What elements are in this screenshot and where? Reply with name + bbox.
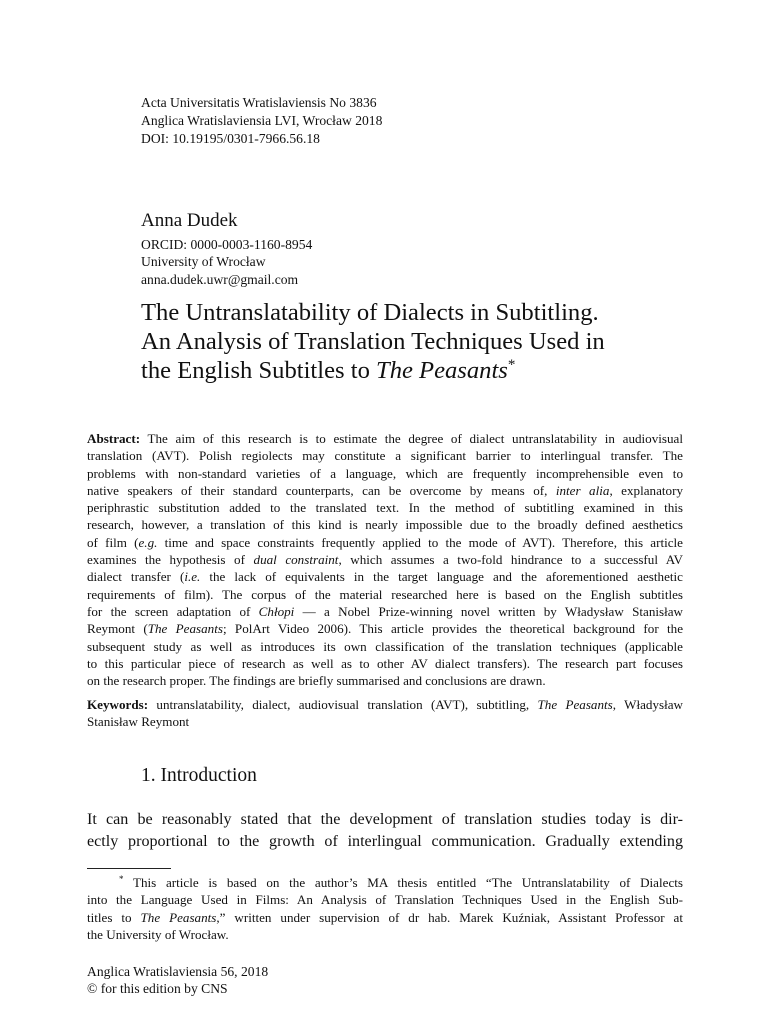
- keywords-line: [87, 696, 683, 713]
- journal-header: [141, 94, 382, 148]
- abstract-line: on the research proper. The findings are briefly summarised and conclusions are drawn.: [87, 673, 546, 689]
- body-line: ectly proportional to the growth of interlingual communication. Gradually extending: [87, 833, 683, 850]
- body-line: It can be reasonably stated that the development of translation studies today is dir-: [87, 811, 683, 828]
- abstract-line: [87, 620, 683, 637]
- footer-copyright: © for this edition by CNS: [87, 981, 228, 997]
- abstract-text: Reymont (: [87, 621, 148, 637]
- title-italic: The Peasants: [376, 357, 508, 384]
- title-line-2: An Analysis of Translation Techniques Used in: [141, 328, 605, 355]
- abstract-line: research, however, a translation of this kind is nearly impossible due to the broadly defined aesthetics: [87, 517, 683, 533]
- section-heading: 1. Introduction: [141, 765, 257, 786]
- journal-volume: Anglica Wratislaviensia LVI, Wrocław 2018: [141, 113, 383, 128]
- abstract-text: native speakers of their standard counterparts, can be overcome by means of,: [87, 482, 556, 498]
- footnote-line: the University of Wrocław.: [87, 926, 229, 942]
- abstract-italic: e.g.: [138, 534, 158, 550]
- abstract-line: periphrastic substitution added to the translated text. In the method of subtitling examined in this: [87, 500, 683, 516]
- title-line-1: The Untranslatability of Dialects in Subtitling.: [141, 299, 599, 326]
- author-name: Anna Dudek: [141, 210, 238, 231]
- footnote-italic: The Peasants: [140, 909, 217, 925]
- abstract-line: problems with non-standard varieties of a language, which are frequently incomprehensible even to: [87, 465, 683, 481]
- footnote-line: into the Language Used in Films: An Analysis of Translation Techniques Used in the English Sub-: [87, 892, 683, 908]
- abstract-text: time and space constraints frequently applied to the mode of AVT). Therefore, this article: [157, 534, 683, 550]
- footnote-text: titles to: [87, 909, 141, 925]
- title-footnote-mark: *: [507, 357, 516, 373]
- abstract-italic: i.e.: [184, 569, 201, 585]
- keywords-line: Stanisław Reymont: [87, 714, 190, 730]
- doi: DOI: 10.19195/0301-7966.56.18: [141, 131, 320, 146]
- abstract-line: [87, 482, 683, 499]
- title-line-3: [141, 356, 701, 385]
- abstract-italic: The Peasants: [147, 621, 223, 637]
- abstract-text: the lack of equivalents in the target language and the aforementioned aesthetic: [200, 569, 683, 585]
- abstract-line: [87, 551, 683, 568]
- paper-title: [141, 298, 701, 385]
- author-affiliation: University of Wrocław: [141, 254, 266, 270]
- abstract-italic: inter alia: [555, 482, 610, 498]
- abstract-line: [87, 430, 683, 447]
- abstract-text: dialect transfer (: [87, 569, 185, 585]
- abstract-text: , explanatory: [609, 482, 683, 498]
- abstract-text: The aim of this research is to estimate the degree of dialect untranslatability in audiovisual: [140, 431, 683, 446]
- abstract-line: [87, 534, 683, 551]
- abstract-text: , which assumes a two-fold hindrance to a successful AV: [338, 552, 683, 568]
- footnote-text: This article is based on the author’s MA thesis entitled “The Untranslatability of Dialects: [123, 875, 683, 890]
- abstract-text: — a Nobel Prize-winning novel written by Władysław Stanisław: [294, 603, 684, 619]
- abstract-text: examines the hypothesis of: [87, 552, 254, 568]
- footnote-line: [87, 874, 683, 891]
- abstract-line: to this particular piece of research as well as to other AV dialect transfers). The research part focuses: [87, 655, 683, 671]
- abstract-italic: Chłopi: [258, 603, 295, 619]
- keywords-label: Keywords:: [87, 697, 149, 712]
- page-footer: [87, 963, 268, 998]
- body-paragraph: [87, 809, 683, 853]
- abstract-text: ; PolArt Video 2006). This article provides the theoretical background for the: [222, 621, 683, 637]
- author-orcid: ORCID: 0000-0003-1160-8954: [141, 237, 313, 252]
- title-line-3-text: the English Subtitles to: [141, 357, 377, 384]
- abstract: [87, 430, 683, 689]
- keywords-text: , Władysław: [612, 697, 683, 712]
- abstract-text: for the screen adaptation of: [87, 603, 259, 619]
- keywords: [87, 696, 683, 731]
- abstract-line: subsequent study as well as introduces its own classification of the translation techniques (applicable: [87, 638, 683, 654]
- abstract-line: translation (AVT). Polish regiolects may constitute a significant barrier to interlingual transfer. The: [87, 448, 683, 464]
- keywords-italic: The Peasants: [537, 697, 613, 712]
- abstract-label: Abstract:: [87, 431, 141, 446]
- abstract-line: [87, 603, 683, 620]
- abstract-line: [87, 568, 683, 585]
- journal-series: Acta Universitatis Wratislaviensis No 3836: [141, 95, 377, 110]
- footnote-line: [87, 909, 683, 926]
- abstract-text: of film (: [87, 534, 139, 550]
- keywords-text: untranslatability, dialect, audiovisual translation (AVT), subtitling,: [148, 697, 538, 712]
- footnote: [87, 874, 683, 943]
- footnote-mark: *: [119, 874, 124, 884]
- footnote-divider: [87, 868, 171, 869]
- abstract-italic: dual constraint: [253, 552, 339, 568]
- author-email: anna.dudek.uwr@gmail.com: [141, 271, 299, 287]
- abstract-line: requirements of film). The corpus of the material researched here is based on the English subtitles: [87, 586, 683, 602]
- author-meta: [141, 236, 312, 288]
- footer-journal: Anglica Wratislaviensia 56, 2018: [87, 964, 269, 979]
- footnote-text: ,” written under supervision of dr hab. Marek Kuźniak, Assistant Professor at: [216, 909, 683, 925]
